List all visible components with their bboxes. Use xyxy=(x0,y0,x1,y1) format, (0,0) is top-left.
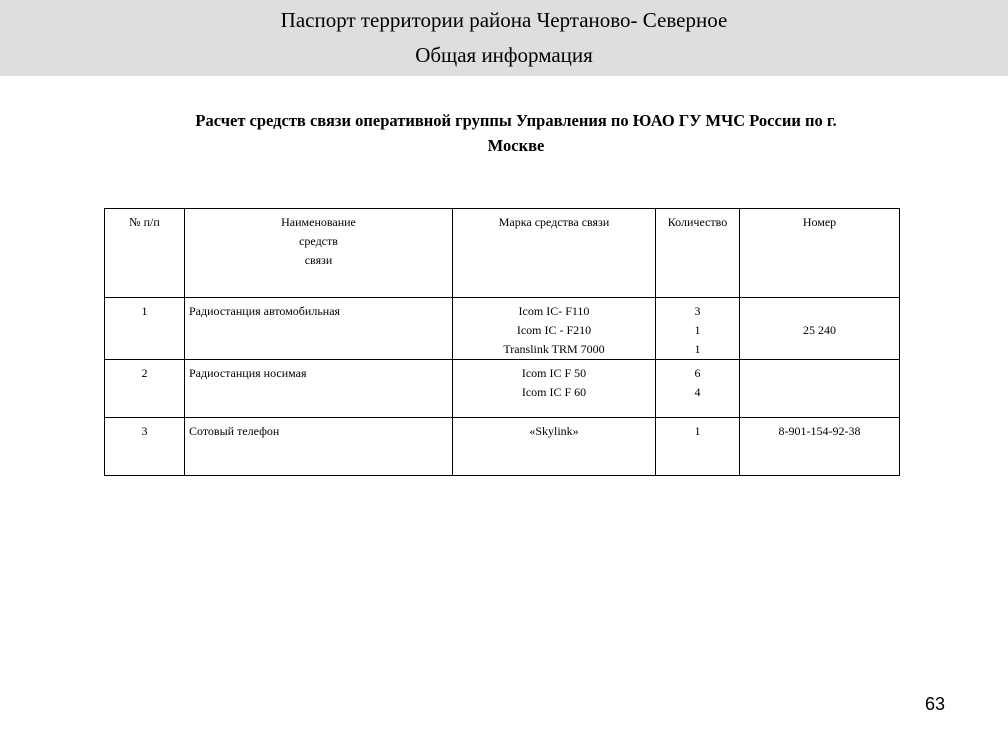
communication-table xyxy=(104,208,900,476)
table-row xyxy=(105,360,900,418)
qty-item: 4 xyxy=(694,385,701,399)
table-header-row xyxy=(105,209,900,298)
cell-qty: 1 xyxy=(656,418,740,476)
phone-number: 25 240 xyxy=(803,323,836,337)
page-number: 63 xyxy=(924,694,946,714)
cell-name: Радиостанция носимая xyxy=(185,360,453,418)
cell-num: 1 xyxy=(105,298,185,360)
cell-name: Сотовый телефон xyxy=(185,418,453,476)
header-band xyxy=(0,0,1008,76)
brand-item: Icom IC- F110 xyxy=(518,304,590,318)
document-title-line1: Расчет средств связи оперативной группы Управления по ЮАО ГУ МЧС России по г. xyxy=(195,111,837,130)
qty-item: 3 xyxy=(694,304,701,318)
cell-number: 8-901-154-92-38 xyxy=(740,418,900,476)
header-name-line2: средств xyxy=(299,234,338,248)
header-name xyxy=(185,209,453,298)
qty-item: 1 xyxy=(694,323,701,337)
cell-brand xyxy=(453,360,656,418)
cell-name: Радиостанция автомобильная xyxy=(185,298,453,360)
header-name-line1: Наименование xyxy=(281,215,356,229)
cell-number xyxy=(740,298,900,360)
cell-num: 3 xyxy=(105,418,185,476)
brand-item: Icom IC F 60 xyxy=(521,385,587,399)
header-num: № п/п xyxy=(105,209,185,298)
table-row xyxy=(105,298,900,360)
cell-qty xyxy=(656,298,740,360)
header-title: Паспорт территории района Чертаново- Северное xyxy=(280,8,728,32)
table-row xyxy=(105,418,900,476)
header-number: Номер xyxy=(740,209,900,298)
brand-item: Icom IC - F210 xyxy=(516,323,592,337)
header-brand: Марка средства связи xyxy=(453,209,656,298)
header-subtitle: Общая информация xyxy=(415,43,593,67)
document-title-line2: Москве xyxy=(487,136,545,155)
qty-item: 1 xyxy=(694,342,701,356)
document-title xyxy=(110,108,922,158)
cell-number xyxy=(740,360,900,418)
cell-qty xyxy=(656,360,740,418)
cell-num: 2 xyxy=(105,360,185,418)
cell-brand xyxy=(453,298,656,360)
cell-brand: «Skylink» xyxy=(453,418,656,476)
header-name-line3: связи xyxy=(304,253,333,267)
qty-item: 6 xyxy=(694,366,701,380)
brand-item: Icom IC F 50 xyxy=(521,366,587,380)
brand-item: Translink TRM 7000 xyxy=(503,342,605,356)
header-qty: Количество xyxy=(656,209,740,298)
